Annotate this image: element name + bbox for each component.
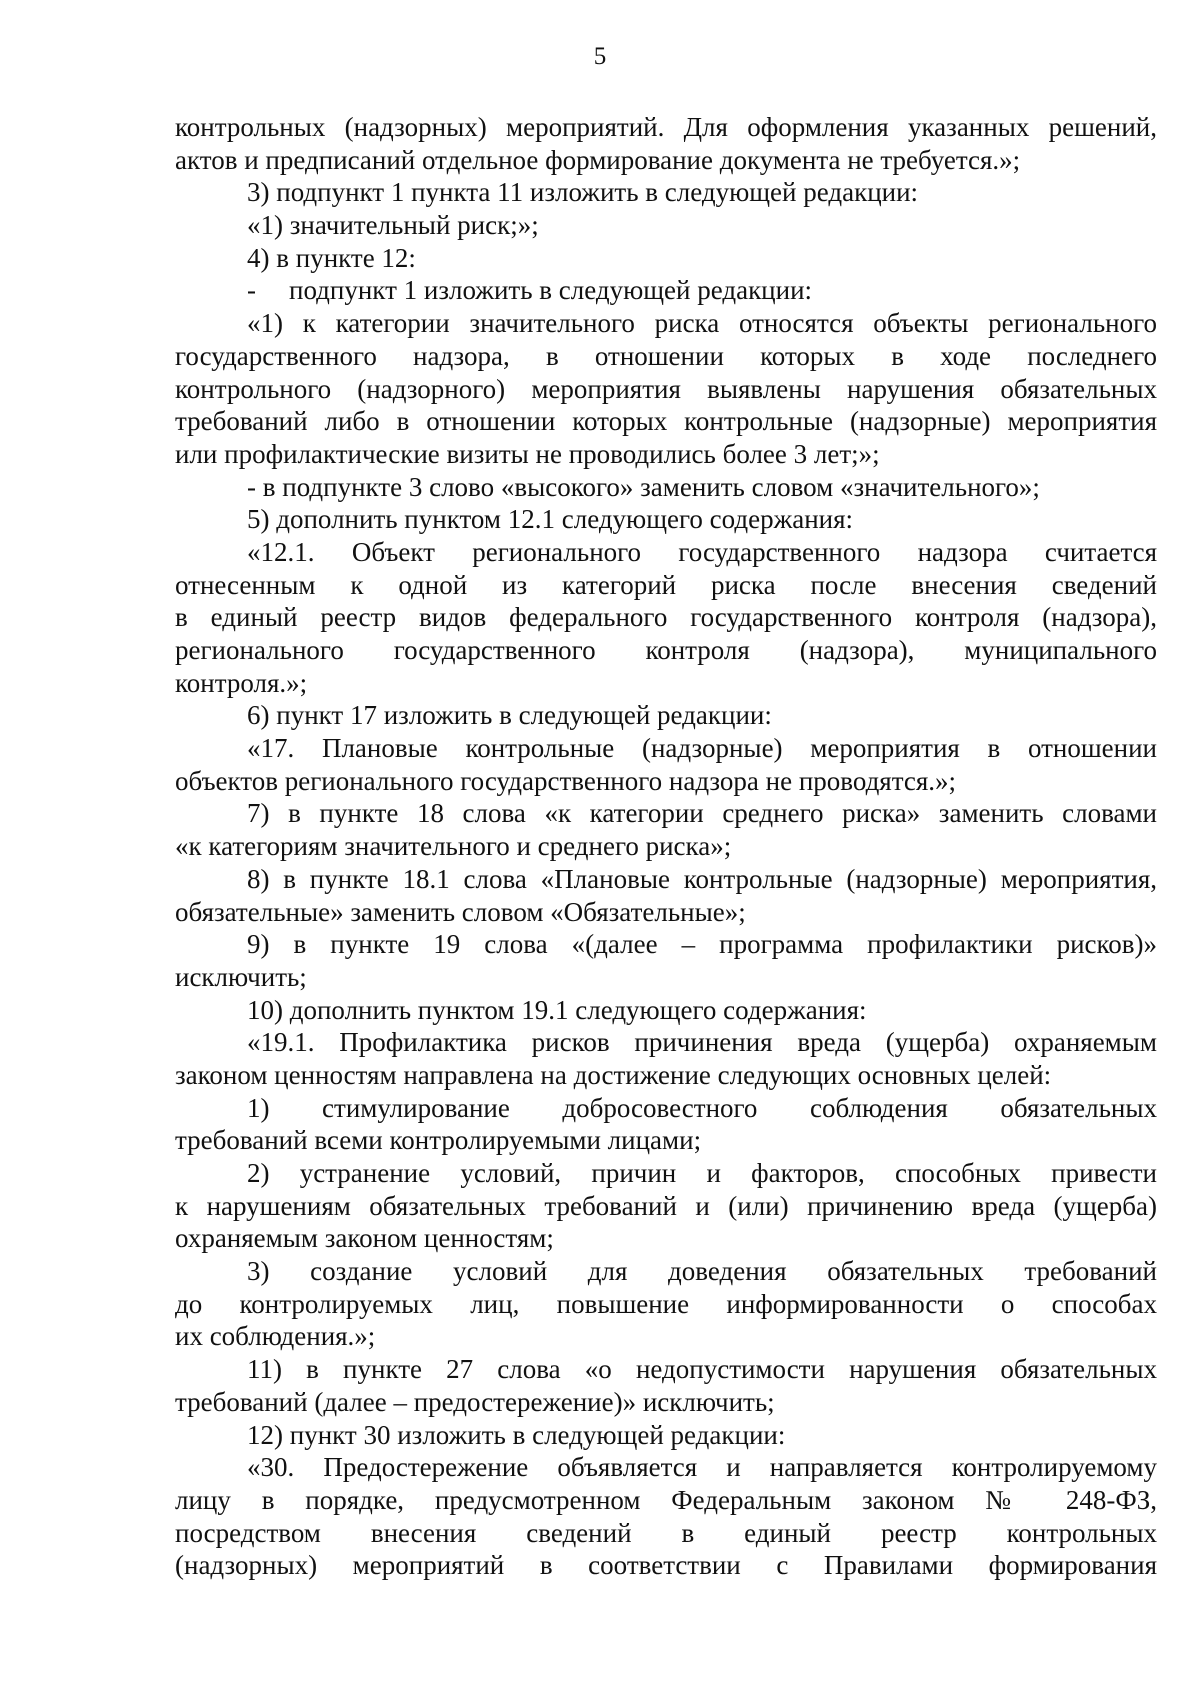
text-line: 6) пункт 17 изложить в следующей редакции:	[247, 700, 772, 731]
text-line: обязательные» заменить словом «Обязательные»;	[175, 896, 746, 927]
text-line: или профилактические визиты не проводились более 3 лет;»;	[175, 438, 880, 469]
text-line: регионального государственного контроля (надзора), муниципального	[175, 635, 1157, 665]
text-line: 5) дополнить пунктом 12.1 следующего содержания:	[247, 504, 854, 535]
text-line: 9) в пункте 19 слова «(далее – программа профилактики рисков)»	[247, 929, 1157, 960]
text-line: «1) к категории значительного риска относятся объекты регионального	[247, 308, 1157, 339]
text-line: 3) подпункт 1 пункта 11 изложить в следующей редакции:	[247, 177, 919, 208]
text-line: - в подпункте 3 слово «высокого» заменить словом «значительного»;	[247, 471, 1040, 502]
text-line: в единый реестр видов федерального государственного контроля (надзора),	[175, 602, 1157, 633]
text-line: государственного надзора, в отношении которых в ходе последнего	[175, 340, 1157, 371]
text-line: 8) в пункте 18.1 слова «Плановые контрольные (надзорные) мероприятия,	[247, 863, 1157, 894]
text-line: требований всеми контролируемыми лицами;	[175, 1125, 702, 1156]
text-line: 12) пункт 30 изложить в следующей редакции:	[247, 1419, 786, 1450]
text-line: «12.1. Объект регионального государственного надзора считается	[247, 536, 1157, 567]
text-line: актов и предписаний отдельное формирование документа не требуется.»;	[175, 144, 1021, 175]
text-line: 4) в пункте 12:	[247, 242, 416, 273]
text-line	[175, 274, 1157, 307]
text-line: «к категориям значительного и среднего риска»;	[175, 831, 732, 862]
document-body	[175, 111, 1157, 1582]
text-line: «19.1. Профилактика рисков причинения вреда (ущерба) охраняемым	[247, 1027, 1157, 1058]
text-line: посредством внесения сведений в единый реестр контрольных	[175, 1517, 1157, 1548]
text-line-content: подпункт 1 изложить в следующей редакции:	[289, 275, 813, 306]
text-line: 7) в пункте 18 слова «к категории среднего риска» заменить словами	[247, 798, 1157, 829]
text-line: требований (далее – предостережение)» исключить;	[175, 1386, 775, 1417]
text-line: 11) в пункте 27 слова «о недопустимости нарушения обязательных	[247, 1354, 1157, 1385]
text-line: (надзорных) мероприятий в соответствии с Правилами формирования	[175, 1550, 1157, 1581]
text-line: к нарушениям обязательных требований и (или) причинению вреда (ущерба)	[175, 1190, 1157, 1221]
text-line: контроля.»;	[175, 667, 308, 698]
text-line: «30. Предостережение объявляется и направляется контролируемому	[247, 1452, 1157, 1483]
text-line: 3) создание условий для доведения обязательных требований	[247, 1256, 1157, 1287]
text-line: лицу в порядке, предусмотренном Федеральным законом № 248-ФЗ,	[175, 1484, 1157, 1515]
text-line: 2) устранение условий, причин и факторов, способных привести	[247, 1158, 1157, 1188]
text-line: объектов регионального государственного надзора не проводятся.»;	[175, 765, 957, 796]
text-line: «1) значительный риск;»;	[247, 210, 539, 241]
text-line: контрольных (надзорных) мероприятий. Для оформления указанных решений,	[175, 112, 1157, 142]
text-line: их соблюдения.»;	[175, 1321, 376, 1352]
text-line: 10) дополнить пунктом 19.1 следующего содержания:	[247, 994, 867, 1025]
text-line: 1) стимулирование добросовестного соблюдения обязательных	[247, 1092, 1157, 1123]
text-line: отнесенным к одной из категорий риска после внесения сведений	[175, 569, 1157, 600]
text-line: охраняемым законом ценностям;	[175, 1223, 554, 1254]
text-line: законом ценностям направлена на достижение следующих основных целей:	[175, 1059, 1052, 1090]
text-line: требований либо в отношении которых контрольные (надзорные) мероприятия	[175, 406, 1157, 437]
page-number: 5	[593, 43, 607, 70]
text-line: контрольного (надзорного) мероприятия выявлены нарушения обязательных	[175, 373, 1157, 404]
text-line: исключить;	[175, 961, 307, 992]
list-dash: -	[247, 275, 256, 306]
text-line: до контролируемых лиц, повышение информированности о способах	[175, 1288, 1157, 1319]
text-line: «17. Плановые контрольные (надзорные) мероприятия в отношении	[247, 733, 1157, 764]
